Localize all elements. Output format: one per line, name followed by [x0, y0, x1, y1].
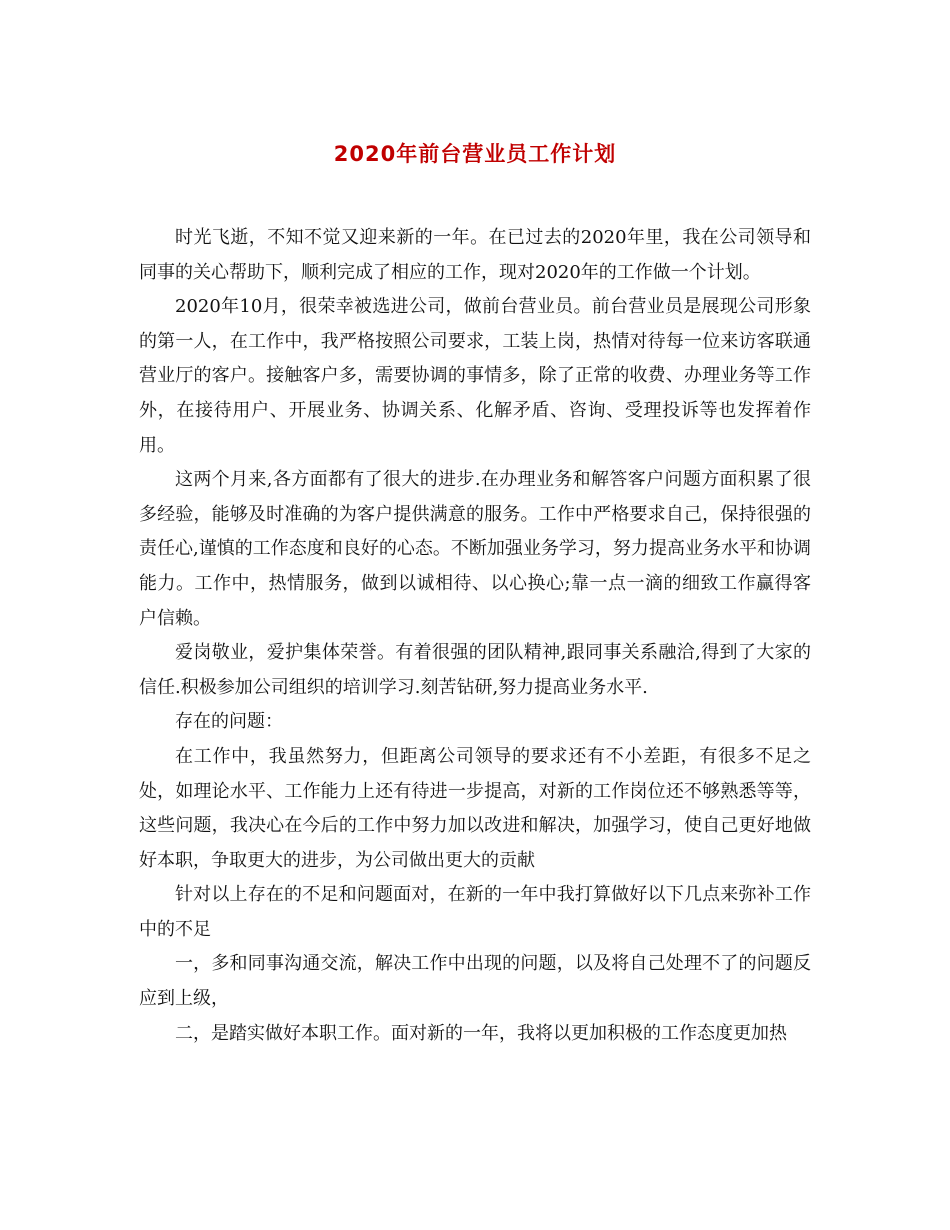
paragraph-progress: 这两个月来,各方面都有了很大的进步.在办理业务和解答客户问题方面积累了很多经验，能够及时准确的为客户提供满意的服务。工作中严格要求自己，保持很强的责任心,谨慎的工作态度和良好的心态。不断加强业务学习，努力提高业务水平和协调能力。工作中，热情服务，做到以诚相待、以心换心;靠一点一滴的细致工作赢得客户信赖。 [139, 469, 811, 629]
paragraph-problems: 在工作中，我虽然努力，但距离公司领导的要求还有不小差距，有很多不足之处，如理论水平、工作能力上还有待进一步提高，对新的工作岗位还不够熟悉等等，这些问题，我决心在今后的工作中努力加以改进和解决，加强学习，使自己更好地做好本职，争取更大的进步，为公司做出更大的贡献 [139, 745, 811, 871]
paragraph-role: 2020年10月，很荣幸被选进公司，做前台营业员。前台营业员是展现公司形象的第一人，在工作中，我严格按照公司要求，工装上岗，热情对待每一位来访客联通营业厅的客户。接触客户多，需要协调的事情多，除了正常的收费、办理业务等工作外，在接待用户、开展业务、协调关系、化解矛盾、咨询、受理投诉等也发挥着作用。 [139, 296, 811, 456]
document-title: 2020年前台营业员工作计划 [333, 142, 617, 166]
paragraph-intro: 时光飞逝，不知不觉又迎来新的一年。在已过去的2020年里，我在公司领导和同事的关心帮助下，顺利完成了相应的工作，现对2020年的工作做一个计划。 [139, 227, 811, 283]
paragraph-problems-heading: 存在的问题： [175, 711, 283, 733]
paragraph-plan-one: 一，多和同事沟通交流，解决工作中出现的问题，以及将自己处理不了的问题反应到上级， [139, 953, 811, 1010]
document-body [139, 221, 811, 1051]
paragraph-plan-two: 二，是踏实做好本职工作。面对新的一年，我将以更加积极的工作态度更加热 [175, 1022, 787, 1044]
paragraph-plan-intro: 针对以上存在的不足和问题面对，在新的一年中我打算做好以下几点来弥补工作中的不足 [139, 884, 811, 940]
paragraph-dedication: 爱岗敬业，爱护集体荣誉。有着很强的团队精神,跟同事关系融洽,得到了大家的信任.积极参加公司组织的培训学习.刻苦钻研,努力提高业务水平. [139, 642, 811, 698]
